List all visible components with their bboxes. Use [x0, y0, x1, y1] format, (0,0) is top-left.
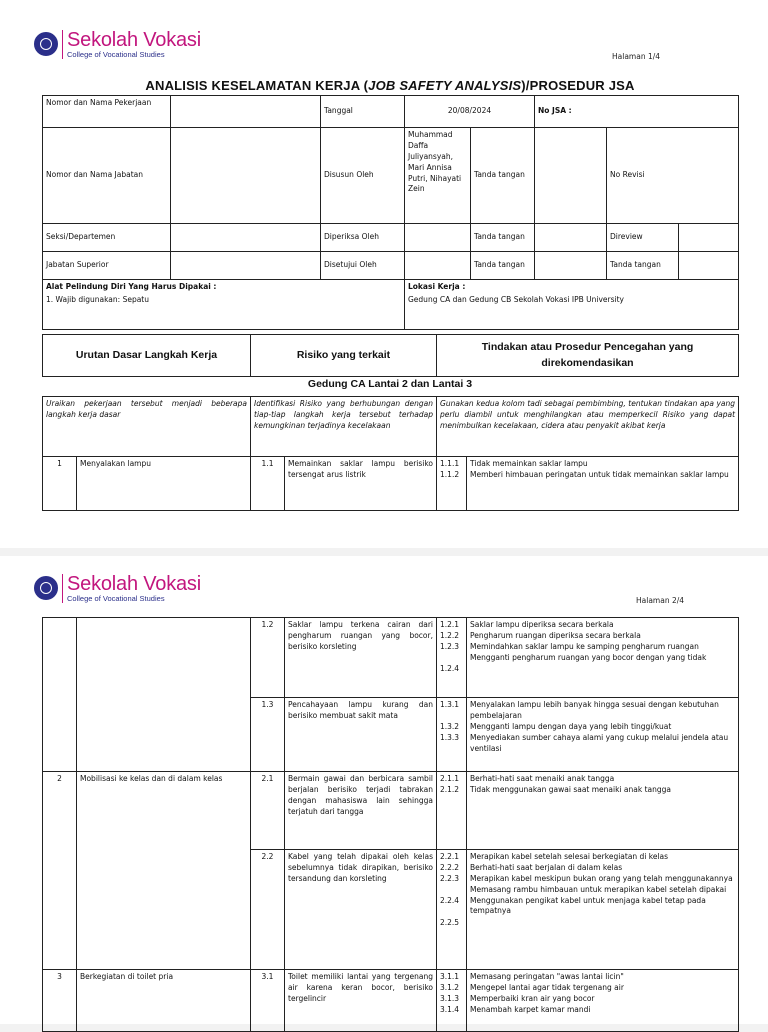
value-nomor-pekerjaan [171, 96, 321, 128]
action-numbers [437, 618, 467, 698]
sekolah-vokasi-logo-2 [34, 574, 201, 603]
action-text: Saklar lampu diperiksa secara berkala [470, 620, 614, 629]
action-text: Berhati-hati saat menaiki anak tangga [470, 774, 615, 783]
label-seksi: Seksi/Departemen [43, 224, 171, 252]
action-text: Menambah karpet kamar mandi [470, 1004, 591, 1014]
action-text: Menyediakan sumber cahaya alami yang cukup melalui jendela atau ventilasi [470, 732, 729, 753]
step-number: 3 [43, 970, 77, 1032]
table-row [43, 618, 739, 698]
action-text: Memperbaiki kran air yang bocor [470, 993, 595, 1003]
value-direview [679, 224, 739, 252]
page-number: Halaman 1/4 [612, 52, 661, 61]
risk-number: 1.1 [251, 457, 285, 511]
apd-label: Alat Pelindung Diri Yang Harus Dipakai : [46, 282, 217, 291]
action-text: Berhati-hati saat berjalan di dalam kelas [470, 862, 623, 872]
action-no: 1.2.1 [440, 620, 460, 629]
action-numbers [437, 457, 467, 511]
label-nomor-jabatan: Nomor dan Nama Jabatan [43, 128, 171, 224]
action-no: 1.3.1 [440, 700, 460, 709]
action-texts [467, 698, 739, 772]
action-text: Merapikan kabel meskipun bukan orang yang telah menggunakannya [470, 873, 733, 883]
value-jabatan-superior [171, 252, 321, 280]
label-direview: Direview [607, 224, 679, 252]
table-row [43, 457, 739, 511]
value-seksi [171, 224, 321, 252]
label-tanda-tangan-1: Tanda tangan [471, 128, 535, 224]
action-text: Menyalakan lampu lebih banyak hingga sesuai dengan kebutuhan pembelajaran [470, 700, 719, 720]
header-langkah-kerja: Urutan Dasar Langkah Kerja [43, 335, 251, 377]
column-header-table [42, 334, 739, 377]
label-nomor-pekerjaan: Nomor dan Nama Pekerjaan [43, 96, 171, 128]
risk-text: Toilet memiliki lantai yang tergenang air karena keran bocor, berisiko tergelincir [285, 970, 437, 1032]
action-texts [467, 970, 739, 1032]
action-text: Tidak memainkan saklar lampu [470, 459, 588, 468]
action-text: Mengganti lampu dengan daya yang lebih tinggi/kuat [470, 721, 672, 731]
step-number: 2 [43, 772, 77, 970]
label-tanda-tangan-2: Tanda tangan [471, 224, 535, 252]
brand-subtitle: College of Vocational Studies [67, 594, 165, 603]
lokasi-label: Lokasi Kerja : [408, 282, 466, 291]
action-texts [467, 772, 739, 850]
action-text: Menggunakan pengikat kabel untuk menjaga kabel tetap pada tempatnya [470, 895, 706, 916]
value-tanggal: 20/08/2024 [405, 96, 535, 128]
risk-number: 1.2 [251, 618, 285, 698]
value-disetujui [405, 252, 471, 280]
value-nomor-jabatan [171, 128, 321, 224]
title-italic: JOB SAFETY ANALYSIS [368, 78, 522, 93]
jsa-table-page-1 [42, 396, 739, 511]
value-disusun-oleh: Muhammad Daffa Juliyansyah, Mari Annisa Putri, Nihayati Zein [405, 128, 471, 224]
jsa-table-page-2 [42, 617, 739, 1032]
table-row [43, 970, 739, 1032]
info-table [42, 95, 739, 330]
risk-number: 2.1 [251, 772, 285, 850]
action-no: 3.1.1 [440, 972, 460, 981]
step-number: 1 [43, 457, 77, 511]
guide-tindakan: Gunakan kedua kolom tadi sebagai pembimbing, tentukan tindakan apa yang perlu diambil untuk menghilangkan atau memperkecil Risiko yang dapat menimbulkan kecelakaan, cidera atau penyakit akibat kerja [437, 397, 739, 457]
label-no-jsa: No JSA : [535, 96, 739, 128]
signature-cell-4 [679, 252, 739, 280]
action-no: 1.2.4 [440, 663, 460, 673]
action-no: 1.2.3 [440, 641, 460, 651]
action-no: 2.2.5 [440, 917, 460, 927]
brand-name: Sekolah Vokasi [67, 573, 201, 595]
action-text: Memberi himbauan peringatan untuk tidak memainkan saklar lampu [470, 469, 729, 479]
page-number-2: Halaman 2/4 [636, 596, 685, 605]
action-no: 2.2.2 [440, 862, 460, 872]
action-numbers [437, 772, 467, 850]
signature-cell-1 [535, 128, 607, 224]
action-no: 3.1.2 [440, 982, 460, 992]
risk-number: 3.1 [251, 970, 285, 1032]
action-no: 3.1.3 [440, 993, 460, 1003]
action-no: 3.1.4 [440, 1004, 460, 1014]
step-text-cont [77, 618, 251, 772]
risk-text: Memainkan saklar lampu berisiko tersengat arus listrik [285, 457, 437, 511]
action-text: Memasang rambu himbauan untuk merapikan kabel setelah dipakai [470, 884, 727, 894]
brand-subtitle: College of Vocational Studies [67, 50, 165, 59]
action-numbers [437, 850, 467, 970]
action-no: 2.1.1 [440, 774, 460, 783]
risk-text: Pencahayaan lampu kurang dan berisiko membuat sakit mata [285, 698, 437, 772]
label-tanggal: Tanggal [321, 96, 405, 128]
signature-cell-2 [535, 224, 607, 252]
action-no: 2.2.3 [440, 873, 460, 883]
action-no: 2.1.2 [440, 784, 460, 794]
header-risiko: Risiko yang terkait [251, 335, 437, 377]
label-disusun-oleh: Disusun Oleh [321, 128, 405, 224]
action-text: Merapikan kabel setelah selesai berkegiatan di kelas [470, 852, 669, 861]
label-no-revisi: No Revisi [607, 128, 739, 224]
header-tindakan: Tindakan atau Prosedur Pencegahan yang direkomendasikan [437, 335, 739, 377]
action-no: 1.1.2 [440, 469, 460, 479]
document-title: ANALISIS KESELAMATAN KERJA (JOB SAFETY ANALYSIS)/PROSEDUR JSA [145, 78, 635, 93]
guide-risiko: Identifikasi Risiko yang berhubungan dengan tiap-tiap langkah kerja tersebut terhadap kemungkinan terjadinya kecelakaan [251, 397, 437, 457]
risk-text: Saklar lampu terkena cairan dari pengharum ruangan yang bocor, berisiko korsleting [285, 618, 437, 698]
action-numbers [437, 698, 467, 772]
action-texts [467, 618, 739, 698]
action-no: 2.2.4 [440, 895, 460, 905]
ipb-seal-icon [34, 576, 58, 600]
action-text: Mengepel lantai agar tidak tergenang air [470, 982, 624, 992]
risk-text: Bermain gawai dan berbicara sambil berjalan berisiko terjadi tabrakan dengan mahasiswa lain sehingga terjatuh dari tangga [285, 772, 437, 850]
label-disetujui: Disetujui Oleh [321, 252, 405, 280]
action-numbers [437, 970, 467, 1032]
risk-number: 2.2 [251, 850, 285, 970]
sekolah-vokasi-logo [34, 30, 201, 59]
brand-name: Sekolah Vokasi [67, 29, 201, 51]
step-text: Berkegiatan di toilet pria [77, 970, 251, 1032]
action-text: Memindahkan saklar lampu ke samping pengharum ruangan [470, 641, 699, 651]
apd-value: 1. Wajib digunakan: Sepatu [46, 294, 149, 304]
value-diperiksa [405, 224, 471, 252]
signature-cell-3 [535, 252, 607, 280]
action-no: 1.2.2 [440, 630, 460, 640]
step-text: Menyalakan lampu [77, 457, 251, 511]
action-text: Memasang peringatan "awas lantai licin" [470, 972, 624, 981]
risk-number: 1.3 [251, 698, 285, 772]
action-text: Pengharum ruangan diperiksa secara berkala [470, 630, 641, 640]
table-row [43, 772, 739, 850]
label-tanda-tangan-3: Tanda tangan [471, 252, 535, 280]
lokasi-value: Gedung CA dan Gedung CB Sekolah Vokasi IPB University [408, 294, 624, 304]
guide-langkah: Uraikan pekerjaan tersebut menjadi beberapa langkah kerja dasar [43, 397, 251, 457]
risk-text: Kabel yang telah dipakai oleh kelas sebelumnya tidak dirapikan, berisiko tersandung dan korsleting [285, 850, 437, 970]
action-text: Tidak menggunakan gawai saat menaiki anak tangga [470, 784, 671, 794]
label-diperiksa: Diperiksa Oleh [321, 224, 405, 252]
action-no: 1.1.1 [440, 459, 460, 468]
action-texts [467, 457, 739, 511]
ipb-seal-icon [34, 32, 58, 56]
step-number-cont [43, 618, 77, 772]
lokasi-cell [405, 280, 739, 330]
apd-cell [43, 280, 405, 330]
label-jabatan-superior: Jabatan Superior [43, 252, 171, 280]
action-texts [467, 850, 739, 970]
action-no: 1.3.3 [440, 732, 460, 742]
action-no: 2.2.1 [440, 852, 460, 861]
section-title: Gedung CA Lantai 2 dan Lantai 3 [307, 378, 473, 390]
label-tanda-tangan-4: Tanda tangan [607, 252, 679, 280]
step-text: Mobilisasi ke kelas dan di dalam kelas [77, 772, 251, 970]
action-text: Mengganti pengharum ruangan yang bocor dengan yang tidak [470, 652, 707, 662]
action-no: 1.3.2 [440, 721, 460, 731]
